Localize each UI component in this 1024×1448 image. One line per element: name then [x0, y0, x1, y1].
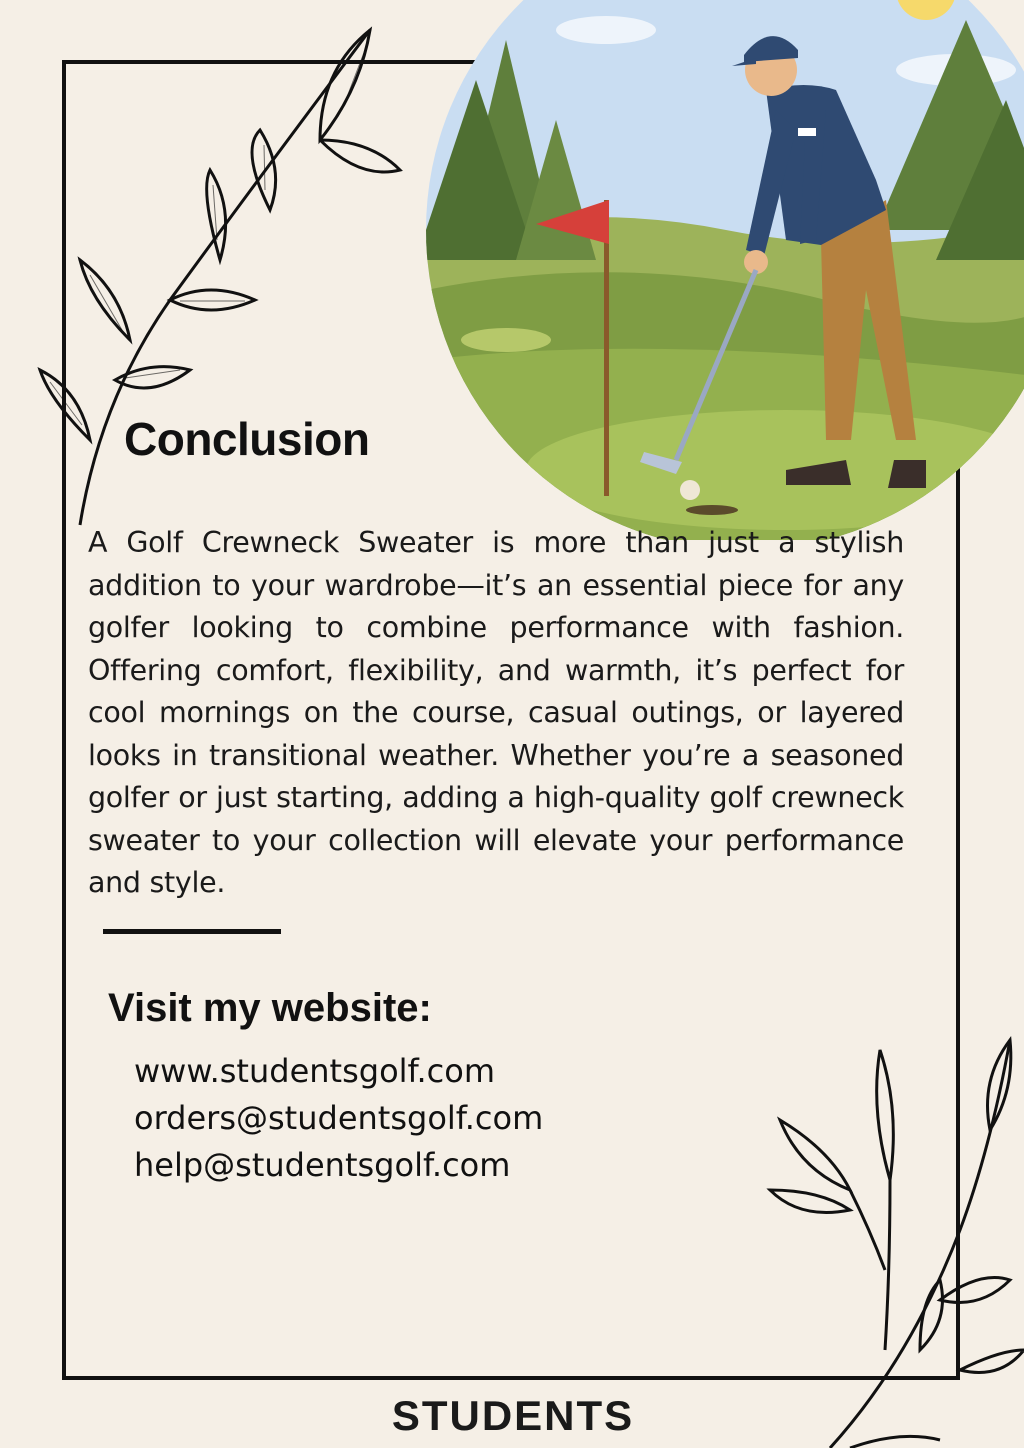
students-logo-text: STUDENTS	[391, 1392, 635, 1436]
section-divider	[103, 929, 281, 934]
visit-website-heading: Visit my website:	[108, 986, 432, 1030]
golfer-illustration	[426, 0, 1024, 540]
website-link[interactable]: www.studentsgolf.com	[134, 1052, 495, 1090]
help-email-link[interactable]: help@studentsgolf.com	[134, 1146, 511, 1184]
conclusion-heading: Conclusion	[124, 413, 370, 465]
leaf-branch-bottom-right-icon	[760, 1030, 1024, 1448]
conclusion-body: A Golf Crewneck Sweater is more than just a stylish addition to your wardrobe—it’s an essential piece for any golfer looking to combine performance with fashion. Offering comfort, flexibility, and warmth, it’s perfect for cool mornings on the course, casual outings, or layered looks in transitional weather. Whether you’re a seasoned golfer or just starting, adding a high-quality golf crewneck sweater to your collection will elevate your performance and style.	[88, 526, 904, 899]
orders-email-link[interactable]: orders@studentsgolf.com	[134, 1099, 544, 1137]
contact-links	[134, 1048, 543, 1189]
students-logo	[358, 1392, 668, 1436]
